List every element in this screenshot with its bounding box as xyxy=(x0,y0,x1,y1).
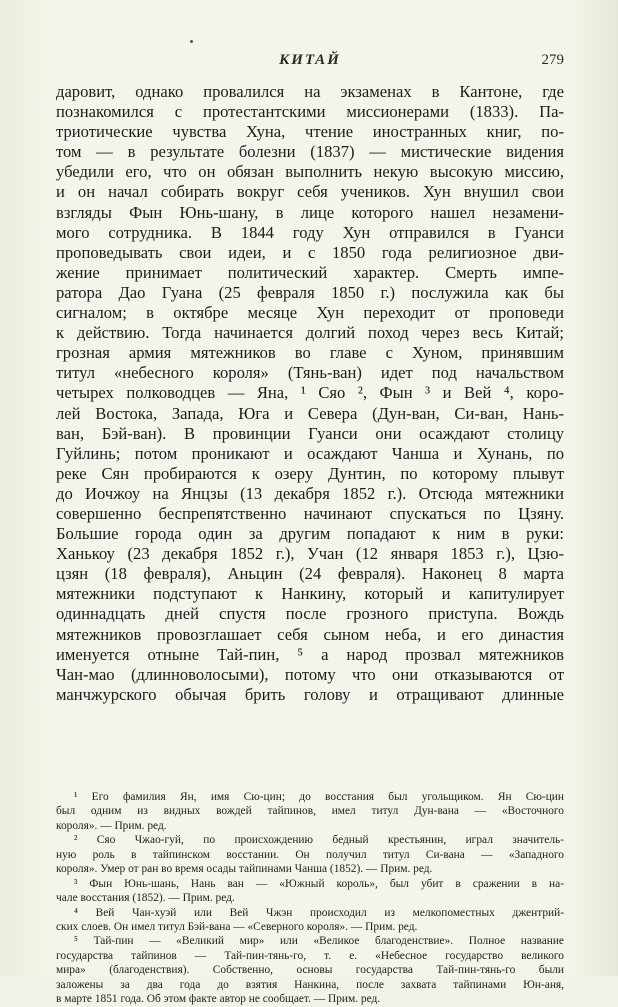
footnote-line: мира» (благоденствия). Собственно, основы государства Тай-пин-тянь-го были xyxy=(56,964,564,977)
text-line: грозная армия мятежников во главе с Хуном, принявшим xyxy=(56,343,564,363)
text-line: мятежников провозглашает себя сыном неба, и его династия xyxy=(56,624,564,644)
text-line: Большие города один за другим попадают к ним в руки: xyxy=(56,524,564,544)
page-number: 279 xyxy=(541,52,564,68)
text-line: Чан-мао (длинноволосыми), потому что они отказываются от xyxy=(56,664,564,684)
text-line: убедили его, что он обязан выполнить некую высокую миссию, xyxy=(56,162,564,182)
text-line: мого сотрудника. В 1844 году Хун отправился в Гуанси xyxy=(56,222,564,242)
footnote-line: ную роль в тайпинском восстании. Он получил титул Си-вана — «Западного xyxy=(56,848,564,861)
text-line: к действию. Тогда начинается долгий поход через весь Китай; xyxy=(56,323,564,343)
text-line: мятежники подступают к Нанкину, который и капитулирует xyxy=(56,584,564,604)
text-line: даровит, однако провалился на экзаменах в Кантоне, где xyxy=(56,82,564,101)
footnote-5 xyxy=(56,934,564,1006)
footnotes xyxy=(56,790,564,1007)
text-line: проповедывать свои идеи, и с 1850 года религиозное дви- xyxy=(56,242,564,262)
text-line: Гуйлинь; потом проникают и осаждают Чанша и Хунань, по xyxy=(56,443,564,463)
text-line: лей Востока, Запада, Юга и Севера (Дун-ван, Си-ван, Нань- xyxy=(56,403,564,423)
footnote-line: ² Сяо Чжао-гуй, по происхождению бедный крестьянин, играл значитель- xyxy=(74,834,564,847)
footnote-line: ³ Фын Юнь-шань, Нань ван — «Южный король», был убит в сражении в на- xyxy=(74,877,564,890)
text-line: Ханькоу (23 декабря 1852 г.), Учан (12 января 1853 г.), Цзю- xyxy=(56,544,564,564)
text-line: титул «небесного короля» (Тянь-ван) идет под начальством xyxy=(56,363,564,383)
footnote-line: был одним из видных вождей тайпинов, имел титул Дун-вана — «Восточного xyxy=(56,805,564,818)
footnote-4 xyxy=(56,906,564,935)
text-line: ратора Дао Гуана (25 февраля 1850 г.) послужила как бы xyxy=(56,282,564,302)
text-line: совершенно беспрепятственно начинают спускаться по Цзяну. xyxy=(56,503,564,523)
text-line: сигналом; в октябре месяце Хун переходит от проповеди xyxy=(56,303,564,323)
footnote-line: заложены за два года до взятия Нанкина, после захвата тайпинами Юн-аня, xyxy=(56,978,564,991)
footnote-1 xyxy=(56,790,564,833)
text-line: ван, Бэй-ван). В провинции Гуанси они осаждают столицу xyxy=(56,423,564,443)
footnote-line: в марте 1851 года. Об этом факте автор не сообщает. — Прим. ред. xyxy=(56,993,381,1006)
text-line: познакомился с протестантскими миссионерами (1833). Па- xyxy=(56,102,564,122)
text-line: взгляды Фын Юнь-шану, в лице которого нашел незамени- xyxy=(56,202,564,222)
footnote-3 xyxy=(56,877,564,906)
text-line: именуется отныне Тай-пин, ⁵ а народ прозвал мятежников xyxy=(56,644,564,664)
footnote-line: государства тайпинов — Тай-пин-тянь-го, т. е. «Небесное государство великого xyxy=(56,949,564,962)
text-line: цзян (18 февраля), Аньцин (24 февраля). Наконец 8 марта xyxy=(56,564,564,584)
footnote-2 xyxy=(56,833,564,876)
text-line: жение принимает политический характер. Смерть импе- xyxy=(56,262,564,282)
text-line: реке Сян пробираются к озеру Дунтин, по которому плывут xyxy=(56,463,564,483)
footnote-line: ⁴ Вей Чан-хуэй или Вей Чжэн происходил из мелкопоместных джентрий- xyxy=(74,906,564,919)
running-title: КИТАЙ xyxy=(279,52,341,68)
footnote-line: ⁵ Тай-пин — «Великий мир» или «Великое благоденствие». Полное название xyxy=(74,935,564,948)
footnote-line: короля». — Прим. ред. xyxy=(56,819,167,832)
text-line: до Иочжоу на Янцзы (13 декабря 1852 г.). Отсюда мятежники xyxy=(56,483,564,503)
text-line: и он начал собирать вокруг себя учеников. Хун внушил свои xyxy=(56,182,564,202)
text-line: триотические чувства Хуна, чтение иностранных книг, по- xyxy=(56,122,564,142)
text-line: манчжурского обычая брить голову и отращивают длинные xyxy=(56,684,564,704)
text-line: четырех полководцев — Яна, ¹ Сяо ², Фын ³ и Вей ⁴, коро- xyxy=(56,383,564,403)
main-text xyxy=(56,82,564,705)
footnote-line: чале восстания (1852). — Прим. ред. xyxy=(56,892,235,905)
footnote-line: ских слоев. Он имел титул Бэй-вана — «Северного короля». — Прим. ред. xyxy=(56,920,418,933)
text-line: том — в результате болезни (1837) — мистические видения xyxy=(56,142,564,162)
ink-speck xyxy=(190,40,193,43)
page-header xyxy=(56,52,564,72)
footnote-line: короля». Умер от ран во время осады тайпинами Чанша (1852). — Прим. ред. xyxy=(56,863,433,876)
text-line: одиннадцать дней спустя после грозного приступа. Вождь xyxy=(56,604,564,624)
footnote-line: ¹ Его фамилия Ян, имя Сю-цин; до восстания был угольщиком. Ян Сю-цин xyxy=(74,791,564,803)
